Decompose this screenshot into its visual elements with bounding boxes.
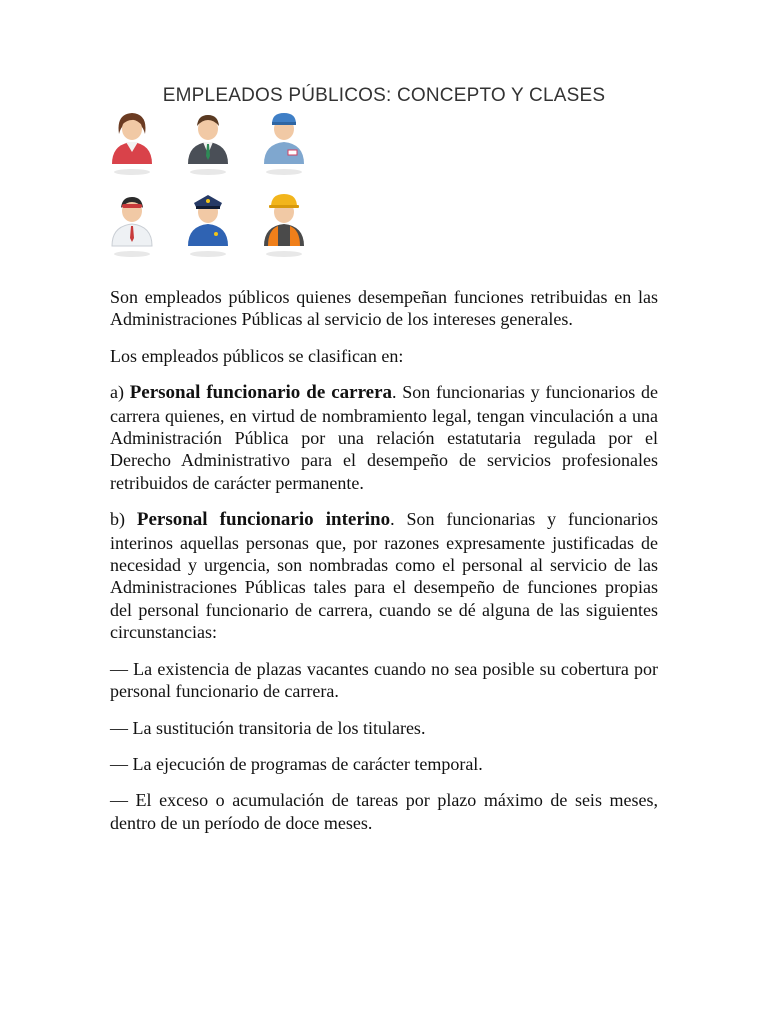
construction-worker-icon xyxy=(258,190,310,258)
document-body xyxy=(110,286,658,848)
term-funcionario-interino: Personal funcionario interino xyxy=(136,509,391,531)
paragraph-a-text: . Son funcionarias y funcionarios de carrera quienes, en virtud de nombramiento legal, tengan vinculación a una Administración Pública por una relación estatutaria regulada por el Derecho Administrativo para el desempeño de servicios profesionales retribuidos de carácter permanente. xyxy=(110,382,658,493)
item-b-label: b) xyxy=(110,509,137,530)
term-funcionario-carrera: Personal funcionario de carrera xyxy=(129,382,393,404)
worker-cap-employee-icon xyxy=(258,108,310,176)
item-a-label: a) xyxy=(110,382,130,403)
circumstance-item: — La sustitución transitoria de los titulares. xyxy=(110,717,426,738)
classification-paragraph: Los empleados públicos se clasifican en: xyxy=(110,345,404,366)
man-suit-employee-icon xyxy=(182,108,234,176)
paragraph-b xyxy=(110,508,658,643)
circumstance-item: — El exceso o acumulación de tareas por plazo máximo de seis meses, dentro de un período de doce meses. xyxy=(110,790,658,833)
employee-icons-grid xyxy=(106,108,316,268)
doctor-employee-icon xyxy=(106,190,158,258)
paragraph-b-text: . Son funcionarias y funcionarios interinos aquellas personas que, por razones expresamente justificadas de necesidad y urgencia, son nombradas como el personal al servicio de las Administraciones Públicas tales para el desempeño de funciones propias del personal funcionario de carrera, cuando se dé alguna de las siguientes circunstancias: xyxy=(110,509,658,643)
circumstance-item: — La ejecución de programas de carácter temporal. xyxy=(110,753,483,774)
page-title: EMPLEADOS PÚBLICOS: CONCEPTO Y CLASES xyxy=(162,85,606,106)
circumstance-item: — La existencia de plazas vacantes cuando no sea posible su cobertura por personal funcionario de carrera. xyxy=(110,658,658,702)
police-officer-icon xyxy=(182,190,234,258)
paragraph-a xyxy=(110,381,658,494)
intro-paragraph: Son empleados públicos quienes desempeñan funciones retribuidas en las Administraciones Públicas al servicio de los intereses generales. xyxy=(110,287,658,330)
woman-employee-icon xyxy=(106,108,158,176)
